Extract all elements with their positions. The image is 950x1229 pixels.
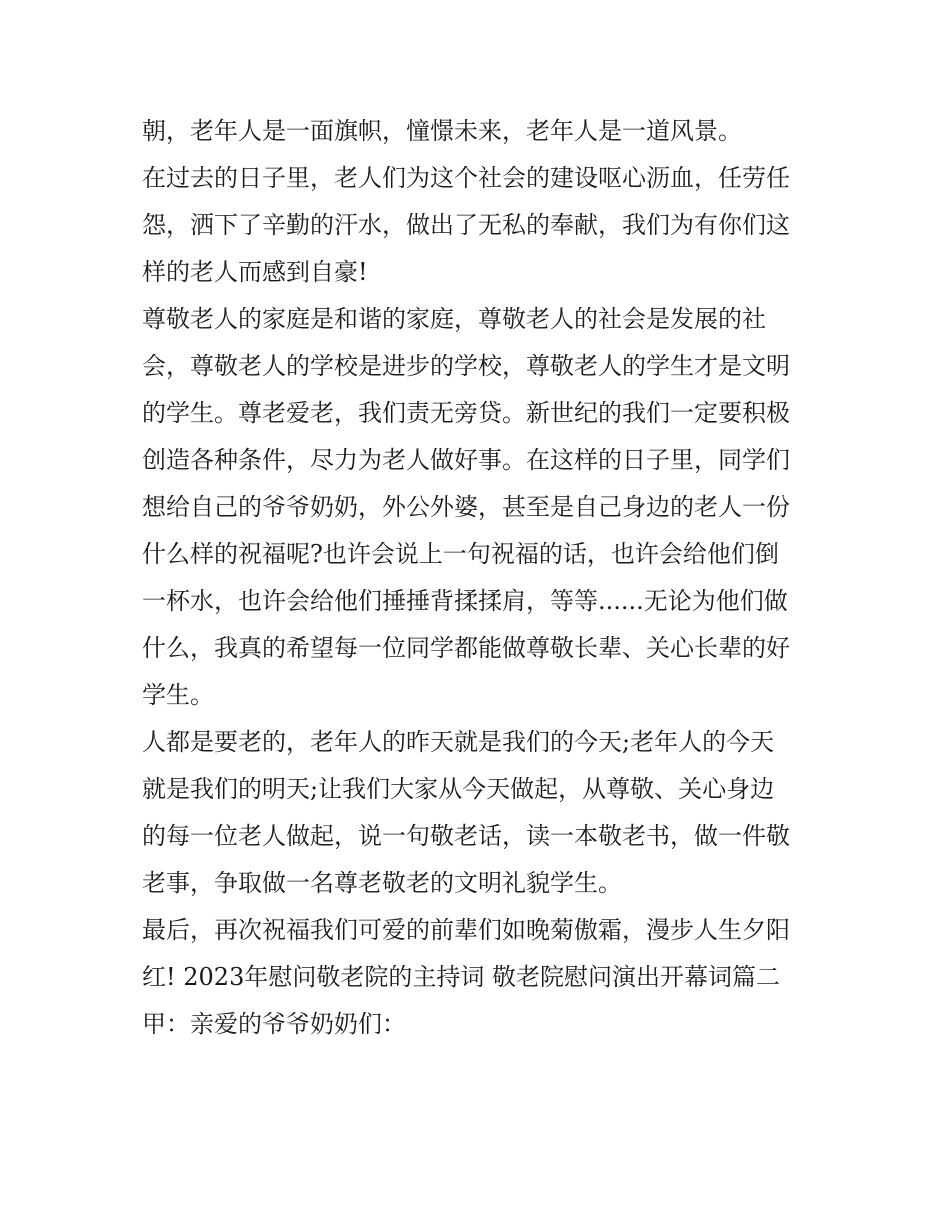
text-line: 怨，洒下了辛勤的汗水，做出了无私的奉献，我们为有你们这 [142,211,790,239]
text-line: 朝，老年人是一面旗帜，憧憬未来，老年人是一道风景。 [142,117,742,145]
text-line: 想给自己的爷爷奶奶，外公外婆，甚至是自己身边的老人一份 [142,493,790,521]
text-line: 的每一位老人做起，说一句敬老话，读一本敬老书，做一件敬 [142,822,790,850]
text-line: 就是我们的明天;让我们大家从今天做起，从尊敬、关心身边 [142,775,775,803]
text-line: 样的老人而感到自豪! [142,258,368,286]
text-line: 会，尊敬老人的学校是进步的学校，尊敬老人的学生才是文明 [142,352,790,380]
paragraph-1 [142,108,814,155]
text-line: 的学生。尊老爱老，我们责无旁贷。新世纪的我们一定要积极 [142,399,790,427]
text-line: 最后，再次祝福我们可爱的前辈们如晚菊傲霜，漫步人生夕阳 [142,916,790,944]
text-line: 人都是要老的，老年人的昨天就是我们的今天;老年人的今天 [142,728,775,756]
paragraph-4 [142,719,814,907]
text-line: 红! 2023年慰问敬老院的主持词 敬老院慰问演出开幕词篇二 [142,963,780,991]
document-page [142,108,814,1048]
text-line: 甲：亲爱的爷爷奶奶们： [142,1010,406,1038]
text-line: 学生。 [142,681,214,709]
paragraph-2 [142,155,814,296]
text-line: 尊敬老人的家庭是和谐的家庭，尊敬老人的社会是发展的社 [142,305,766,333]
text-line: 什么样的祝福呢?也许会说上一句祝福的话，也许会给他们倒 [142,540,779,568]
paragraph-3 [142,296,814,719]
paragraph-5 [142,907,814,1048]
text-line: 什么，我真的希望每一位同学都能做尊敬长辈、关心长辈的好 [142,634,790,662]
text-line: 一杯水，也许会给他们捶捶背揉揉肩，等等......无论为他们做 [142,587,788,615]
text-line: 创造各种条件，尽力为老人做好事。在这样的日子里，同学们 [142,446,790,474]
text-line: 在过去的日子里，老人们为这个社会的建设呕心沥血，任劳任 [142,164,790,192]
text-line: 老事，争取做一名尊老敬老的文明礼貌学生。 [142,869,622,897]
